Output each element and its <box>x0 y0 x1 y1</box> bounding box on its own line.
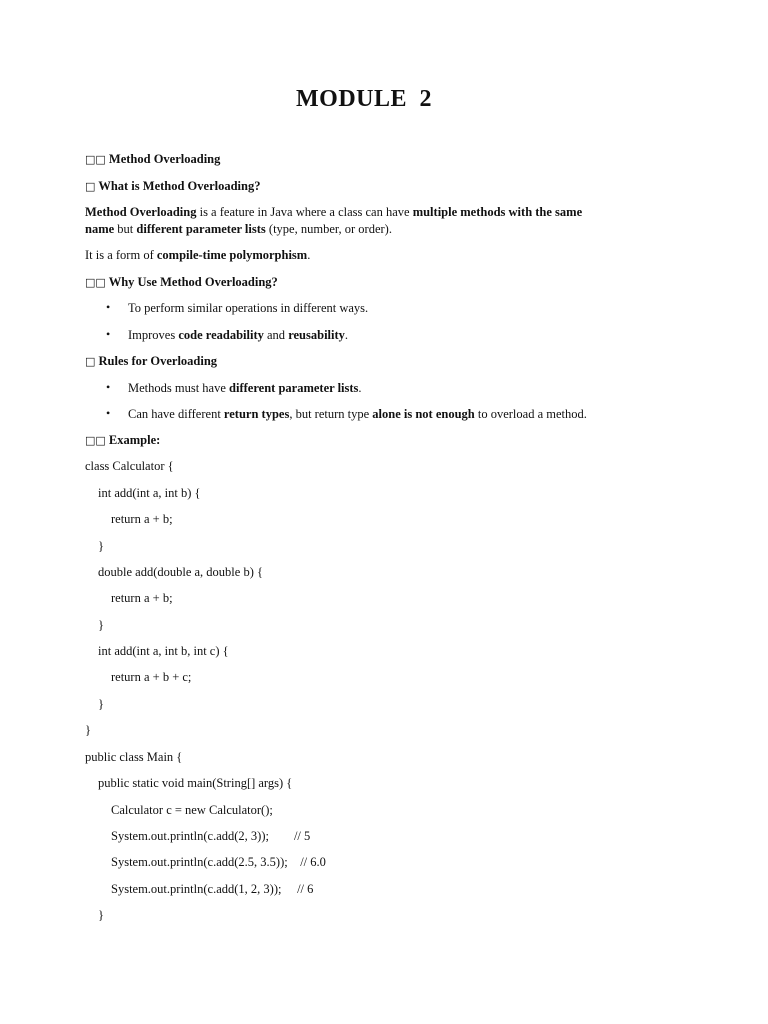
bullet-icon: • <box>106 327 111 341</box>
list-item-text: . <box>358 381 362 395</box>
section-heading-example <box>85 432 160 449</box>
code-line: return a + b + c; <box>111 670 192 684</box>
list-item-text: . <box>344 328 349 342</box>
bullet-icon: • <box>106 406 111 420</box>
polymorphism-text: It is a form of <box>85 248 157 262</box>
placeholder-glyph-icon: □□ <box>85 434 106 447</box>
code-line: int add(int a, int b, int c) { <box>98 644 229 658</box>
code-line: return a + b; <box>111 591 173 605</box>
definition-text: is a feature in Java where a class can have <box>196 205 413 219</box>
list-item-text: Can have different <box>128 407 224 421</box>
list-item-text: and <box>263 328 289 342</box>
section-heading-rules <box>85 353 217 370</box>
section-heading-why-use <box>85 274 278 291</box>
code-line: return a + b; <box>111 512 173 526</box>
placeholder-glyph-icon: □□ <box>85 153 106 166</box>
list-item-bold: different parameter lists <box>229 381 359 395</box>
section-heading-label: Rules for Overloading <box>98 354 218 368</box>
definition-line-2 <box>85 221 392 238</box>
code-line: System.out.println(c.add(1, 2, 3)); // 6 <box>111 882 314 896</box>
list-item-text: To perform similar operations in different ways. <box>128 301 369 315</box>
list-item <box>128 327 348 344</box>
list-item <box>128 300 368 317</box>
list-item <box>128 406 587 423</box>
section-heading-label: What is Method Overloading? <box>98 179 261 193</box>
code-line: double add(double a, double b) { <box>98 565 263 579</box>
definition-bold: name <box>85 222 115 236</box>
list-item-text: to overload a method. <box>474 407 587 421</box>
section-heading-label: Why Use Method Overloading? <box>108 275 278 289</box>
placeholder-glyph-icon: □ <box>85 355 96 368</box>
code-line: Calculator c = new Calculator(); <box>111 803 273 817</box>
polymorphism-text: . <box>307 248 311 262</box>
section-heading-what-is <box>85 178 260 195</box>
code-line: public static void main(String[] args) { <box>98 776 293 790</box>
placeholder-glyph-icon: □□ <box>85 276 106 289</box>
code-line: } <box>98 539 104 553</box>
list-item-text: Improves <box>128 328 179 342</box>
code-line: } <box>85 723 91 737</box>
code-line: public class Main { <box>85 750 183 764</box>
section-heading-method-overloading <box>85 151 220 168</box>
list-item-text: Methods must have <box>128 381 230 395</box>
code-line: System.out.println(c.add(2, 3)); // 5 <box>111 829 311 843</box>
list-item-bold: return types <box>223 407 290 421</box>
code-line: } <box>98 618 104 632</box>
section-heading-label: Method Overloading <box>108 152 221 166</box>
definition-text: (type, number, or order). <box>265 222 392 236</box>
definition-term: Method Overloading <box>85 205 197 219</box>
bullet-icon: • <box>106 300 111 314</box>
code-line: System.out.println(c.add(2.5, 3.5)); // 6.0 <box>111 855 326 869</box>
polymorphism-bold: compile-time polymorphism <box>156 248 308 262</box>
polymorphism-line <box>85 247 310 264</box>
code-line: } <box>98 908 104 922</box>
code-line: int add(int a, int b) { <box>98 486 201 500</box>
list-item <box>128 380 362 397</box>
section-heading-label: Example: <box>108 433 161 447</box>
list-item-text: , but return type <box>289 407 373 421</box>
placeholder-glyph-icon: □ <box>85 180 96 193</box>
definition-line-1 <box>85 204 582 221</box>
list-item-bold: alone is not enough <box>372 407 475 421</box>
page-title: MODULE 2 <box>296 86 432 112</box>
bullet-icon: • <box>106 380 111 394</box>
code-line: } <box>98 697 104 711</box>
definition-bold: multiple methods with the same <box>412 205 583 219</box>
definition-bold: different parameter lists <box>136 222 266 236</box>
list-item-bold: reusability <box>288 328 345 342</box>
definition-text: but <box>114 222 137 236</box>
code-line: class Calculator { <box>85 459 174 473</box>
list-item-bold: code readability <box>178 328 264 342</box>
